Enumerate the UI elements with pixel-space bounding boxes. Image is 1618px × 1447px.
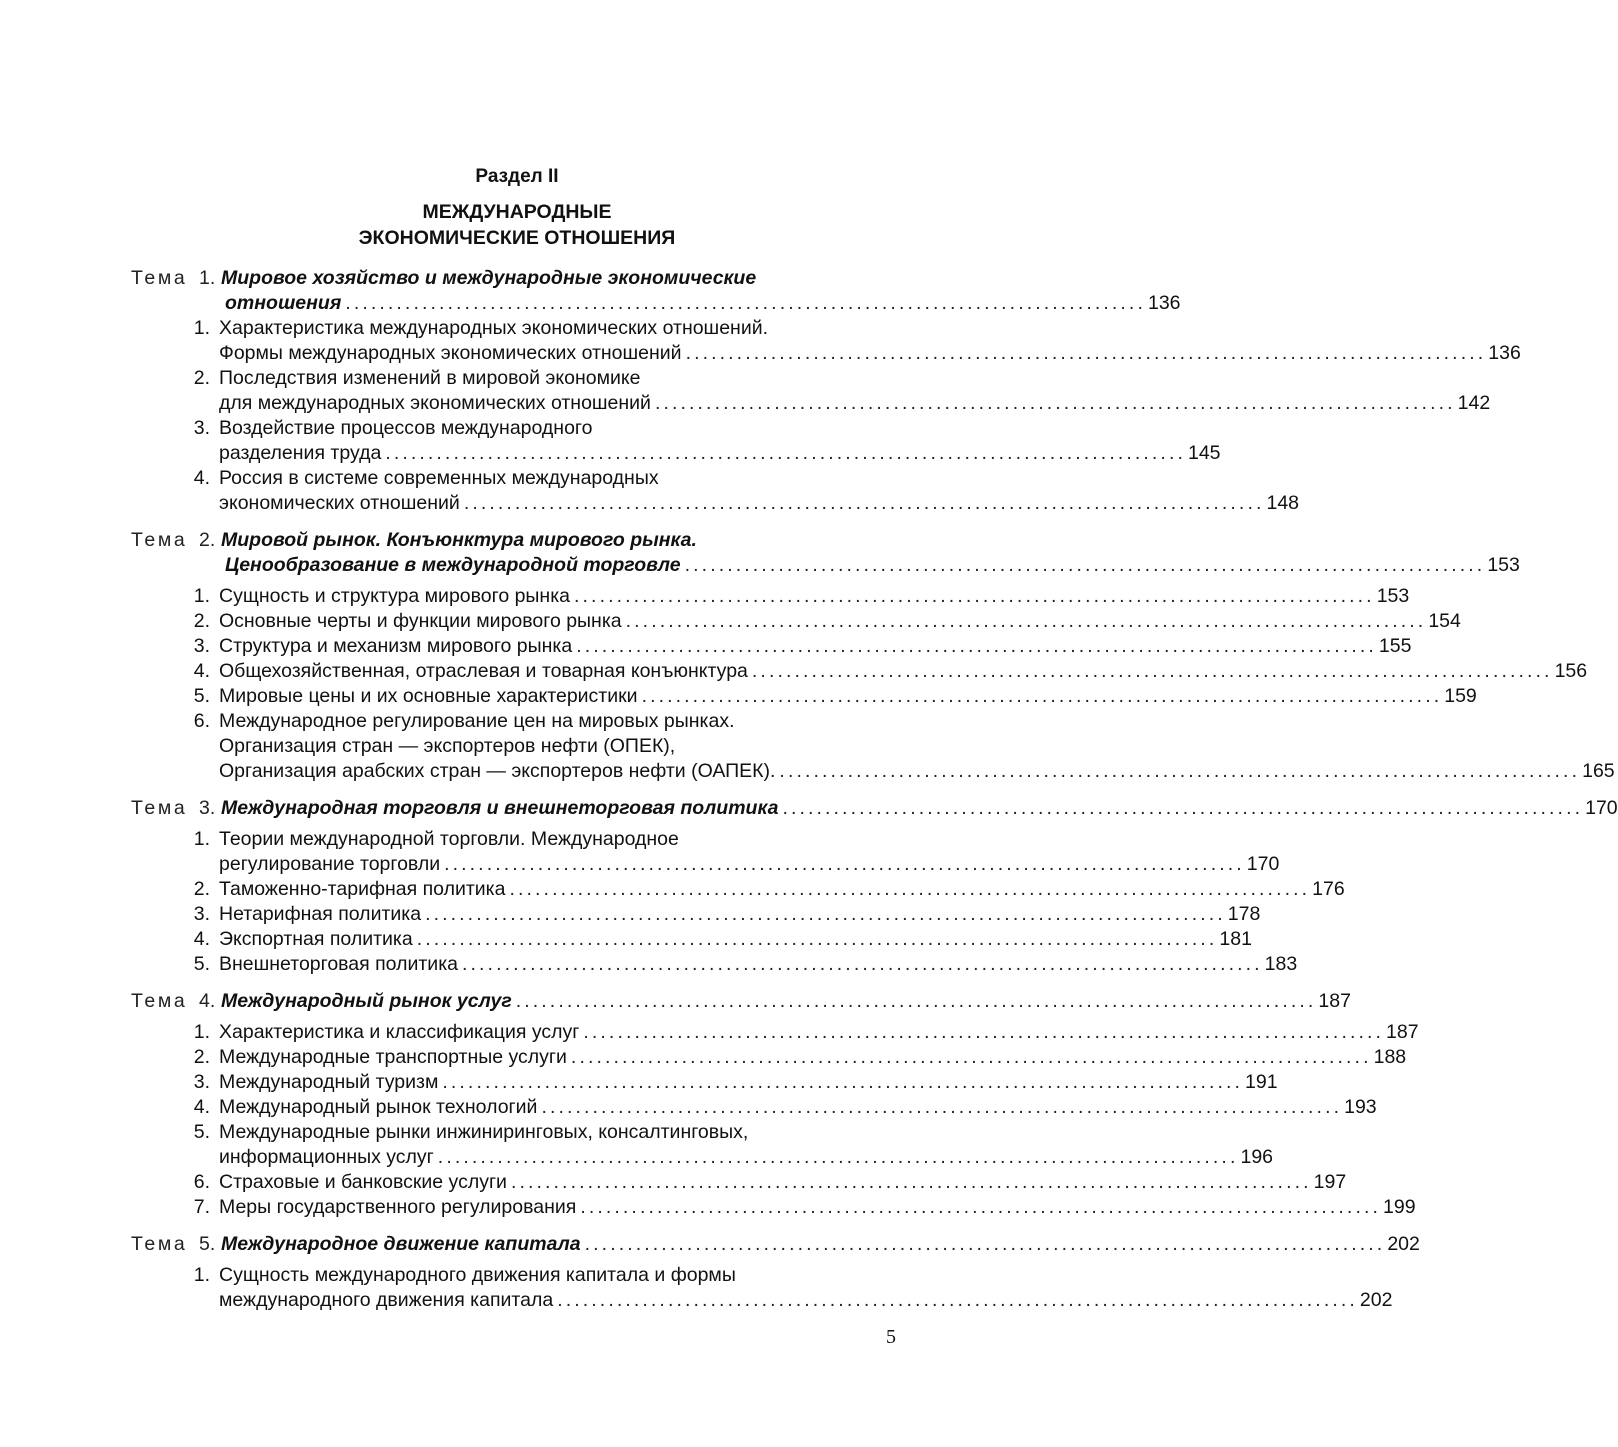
item-text: Последствия изменений в мировой экономике [219,367,641,389]
toc-leader [219,927,1252,952]
item-text: международного движения капитала [219,1289,554,1311]
item-text: Теории международной торговли. Международное [219,828,679,850]
item-number: 3. [193,635,210,657]
toc-item[interactable] [0,1070,1278,1095]
page-reference: 178 [1227,903,1261,925]
toc-item-continuation[interactable] [0,852,1280,877]
toc-item-continuation[interactable] [0,734,1034,759]
toc-item[interactable] [0,927,1252,952]
toc-leader [219,441,1221,466]
page-reference: 181 [1219,928,1252,950]
item-text: Международный рынок технологий [219,1096,538,1118]
toc-leader [225,291,1181,316]
topic-title: Международный рынок услуг [221,990,512,1012]
toc-leader [221,989,1351,1014]
page-reference: 136 [1147,292,1181,314]
toc-item[interactable] [0,877,1345,902]
toc-leader [219,1045,1407,1070]
dot-leader: .............................................................................................. [751,660,1553,682]
dot-leader: .............................................................................................. [425,903,1226,925]
page-reference: 199 [1383,1196,1416,1218]
toc-item-continuation[interactable] [0,341,1521,366]
topic-title: Международное движение капитала [221,1233,581,1255]
page-reference: 155 [1378,635,1412,657]
item-number: 4. [193,467,210,489]
dot-leader: .............................................................................................. [557,1289,1358,1311]
dot-leader: .............................................................................................. [684,554,1486,576]
topic-number: 5. [199,1233,216,1255]
item-number: 1. [193,1264,210,1286]
dot-leader: .............................................................................................. [576,635,1377,657]
section-title-line-1: МЕЖДУНАРОДНЫЕ [422,201,612,223]
dot-leader: .............................................................................................. [437,1146,1239,1168]
dot-leader: .............................................................................................. [462,953,1263,975]
item-text: Сущность международного движения капитала и формы [219,1264,736,1286]
page-reference: 142 [1457,392,1491,414]
item-text: Характеристика международных экономических отношений. [219,317,769,339]
toc-entry[interactable] [0,989,1351,1014]
toc-leader [219,634,1412,659]
item-text: Международные транспортные услуги [219,1046,567,1068]
topic-4 [0,989,1419,1220]
dot-leader: .............................................................................................. [444,853,1245,875]
dot-leader: .............................................................................................. [779,760,1581,782]
topic-2 [0,528,1615,784]
toc-item[interactable] [0,316,1034,341]
topic-word: Тема [131,267,188,289]
toc-item-continuation[interactable] [0,759,1615,784]
item-number: 4. [193,928,210,950]
item-number: 6. [193,1171,210,1193]
item-text: Мировые цены и их основные характеристики [219,685,638,707]
item-number: 3. [193,1071,210,1093]
section-title [0,199,1034,251]
item-text: Структура и механизм мирового рынка [219,635,573,657]
item-text: информационных услуг [219,1146,434,1168]
item-text: Формы международных экономических отношений [219,342,682,364]
item-text: для международных экономических отношений [219,392,651,414]
item-text: Внешнеторговая политика [219,953,458,975]
item-text: Таможенно-тарифная политика [219,878,506,900]
dot-leader: .............................................................................................. [641,685,1443,707]
dot-leader: .............................................................................................. [570,1046,1372,1068]
item-text: Меры государственного регулирования [219,1196,577,1218]
topic-title-line-2: Ценообразование в международной торговле [225,554,681,576]
item-number: 5. [193,685,210,707]
page-reference: 202 [1359,1289,1393,1311]
toc-item-continuation[interactable] [0,391,1491,416]
toc-leader [219,877,1345,902]
item-number: 1. [193,828,210,850]
dot-leader: .............................................................................................. [463,492,1265,514]
item-number: 2. [193,610,210,632]
item-text: Организация стран — экспортеров нефти (ОПЕК), [219,735,676,757]
item-text: Международный туризм [219,1071,439,1093]
toc-item[interactable] [0,827,1034,852]
topic-3 [0,796,1618,977]
topic-word: Тема [131,990,188,1012]
topic-number: 1. [199,267,216,289]
toc-item[interactable] [0,684,1477,709]
toc-leader [219,1070,1278,1095]
page-reference: 170 [1585,797,1618,819]
toc-leader [219,491,1300,516]
item-number: 7. [193,1196,210,1218]
toc-item[interactable] [0,1095,1377,1120]
dot-leader: .............................................................................................. [541,1096,1343,1118]
toc-leader [219,584,1410,609]
toc-entry[interactable] [0,553,1520,578]
topic-number: 3. [199,797,216,819]
toc-leader [219,952,1298,977]
toc-item[interactable] [0,709,1034,734]
topic-heading [0,528,1034,553]
section-label: Раздел II [475,166,559,187]
toc-item[interactable] [0,1045,1407,1070]
page-reference: 193 [1344,1096,1377,1118]
toc-item-continuation[interactable] [0,1288,1393,1313]
toc-leader [219,1145,1274,1170]
page-reference: 191 [1245,1071,1278,1093]
toc-item[interactable] [0,952,1298,977]
page-reference: 136 [1488,342,1521,364]
item-text: Международное регулирование цен на мировых рынках. [219,710,735,732]
page-reference: 153 [1487,554,1520,576]
item-text: Россия в системе современных международных [219,467,659,489]
dot-leader: .............................................................................................. [515,990,1317,1012]
item-number: 2. [193,367,210,389]
topic-title-line-1: Мировое хозяйство и международные экономические [221,267,757,289]
toc-leader [219,1195,1416,1220]
toc-leader [219,1170,1347,1195]
toc-item[interactable] [0,584,1410,609]
toc-item[interactable] [0,1020,1419,1045]
toc-leader [219,391,1491,416]
toc-item[interactable] [0,466,1034,491]
page-reference: 145 [1187,442,1221,464]
topic-heading [0,266,1034,291]
item-number: 5. [193,1121,210,1143]
item-text: Сущность и структура мирового рынка [219,585,571,607]
item-number: 1. [193,317,210,339]
page-reference: 156 [1554,660,1588,682]
dot-leader: .............................................................................................. [625,610,1427,632]
page-reference: 183 [1264,953,1298,975]
dot-leader: .............................................................................................. [385,442,1186,464]
page-reference: 196 [1240,1146,1274,1168]
topic-number: 2. [199,529,216,551]
toc-item-continuation[interactable] [0,1145,1274,1170]
item-number: 1. [193,585,210,607]
toc-item[interactable] [0,1170,1347,1195]
item-text: Основные черты и функции мирового рынка [219,610,622,632]
item-number: 3. [193,417,210,439]
topic-1 [0,266,1521,516]
item-text: Характеристика и классификация услуг [219,1021,580,1043]
page-reference: 165 [1582,760,1615,782]
toc-leader [219,902,1261,927]
toc-leader [219,341,1521,366]
toc-item[interactable] [0,634,1412,659]
dot-leader: .............................................................................................. [442,1071,1244,1093]
item-number: 2. [193,878,210,900]
page-reference: 187 [1386,1021,1419,1043]
toc-leader [219,609,1461,634]
page-reference: 197 [1313,1171,1347,1193]
item-number: 3. [193,903,210,925]
item-text: Воздействие процессов международного [219,417,593,439]
item-text: Организация арабских стран — экспортеров нефти (ОАПЕК). [219,760,776,782]
item-text: Общехозяйственная, отраслевая и товарная конъюнктура [219,660,748,682]
page-reference: 148 [1266,492,1300,514]
topic-word: Тема [131,797,188,819]
item-text: регулирование торговли [219,853,441,875]
toc-item-continuation[interactable] [0,491,1300,516]
dot-leader: .............................................................................................. [509,878,1311,900]
toc-leader [219,852,1280,877]
topic-title: Международная торговля и внешнеторговая политика [221,797,779,819]
page-reference: 202 [1387,1233,1420,1255]
item-text: Нетарифная политика [219,903,422,925]
item-text: Страховые и банковские услуги [219,1171,507,1193]
page-reference: 153 [1376,585,1410,607]
toc-entry[interactable] [0,291,1181,316]
page-reference: 188 [1373,1046,1407,1068]
page-reference: 159 [1444,685,1477,707]
dot-leader: .............................................................................................. [782,797,1584,819]
toc-leader [225,553,1520,578]
toc-leader [219,1020,1419,1045]
toc-leader [219,1095,1377,1120]
dot-leader: .............................................................................................. [416,928,1218,950]
item-text: Международные рынки инжиниринговых, консалтинговых, [219,1121,749,1143]
section-title-line-2: ЭКОНОМИЧЕСКИЕ ОТНОШЕНИЯ [358,227,676,249]
toc-leader [219,684,1477,709]
dot-leader: .............................................................................................. [510,1171,1312,1193]
toc-item[interactable] [0,366,1034,391]
topic-number: 4. [199,990,216,1012]
dot-leader: .............................................................................................. [685,342,1487,364]
topic-word: Тема [131,529,188,551]
item-text: Экспортная политика [219,928,413,950]
table-of-contents [0,266,1618,1313]
dot-leader: .............................................................................................. [580,1196,1381,1218]
toc-leader [219,659,1588,684]
toc-entry[interactable] [0,1232,1420,1257]
dot-leader: .............................................................................................. [654,392,1456,414]
item-number: 6. [193,710,210,732]
toc-item[interactable] [0,1120,1034,1145]
topic-5 [0,1232,1420,1313]
topic-word: Тема [131,1233,188,1255]
item-number: 4. [193,660,210,682]
page-reference: 170 [1246,853,1280,875]
page-reference: 154 [1428,610,1461,632]
toc-item[interactable] [0,416,1034,441]
toc-item-continuation[interactable] [0,441,1221,466]
toc-item[interactable] [0,1195,1416,1220]
toc-item[interactable] [0,902,1261,927]
dot-leader: .............................................................................................. [583,1021,1385,1043]
page-number: 5 [886,1326,896,1348]
item-number: 5. [193,953,210,975]
item-text: экономических отношений [219,492,460,514]
toc-item[interactable] [0,609,1461,634]
item-number: 4. [193,1096,210,1118]
page-reference: 176 [1312,878,1345,900]
toc-leader [219,1288,1393,1313]
page-reference: 187 [1318,990,1351,1012]
dot-leader: .............................................................................................. [584,1233,1386,1255]
topic-title-line-1: Мировой рынок. Конъюнктура мирового рынка. [221,529,697,551]
dot-leader: .............................................................................................. [574,585,1375,607]
toc-leader [219,759,1615,784]
toc-leader [221,1232,1420,1257]
toc-leader [221,796,1618,821]
topic-title-line-2: отношения [225,292,342,314]
item-number: 1. [193,1021,210,1043]
dot-leader: .............................................................................................. [345,292,1146,314]
toc-item[interactable] [0,1263,1034,1288]
item-number: 2. [193,1046,210,1068]
item-text: разделения труда [219,442,382,464]
toc-entry[interactable] [0,796,1618,821]
toc-item[interactable] [0,659,1588,684]
